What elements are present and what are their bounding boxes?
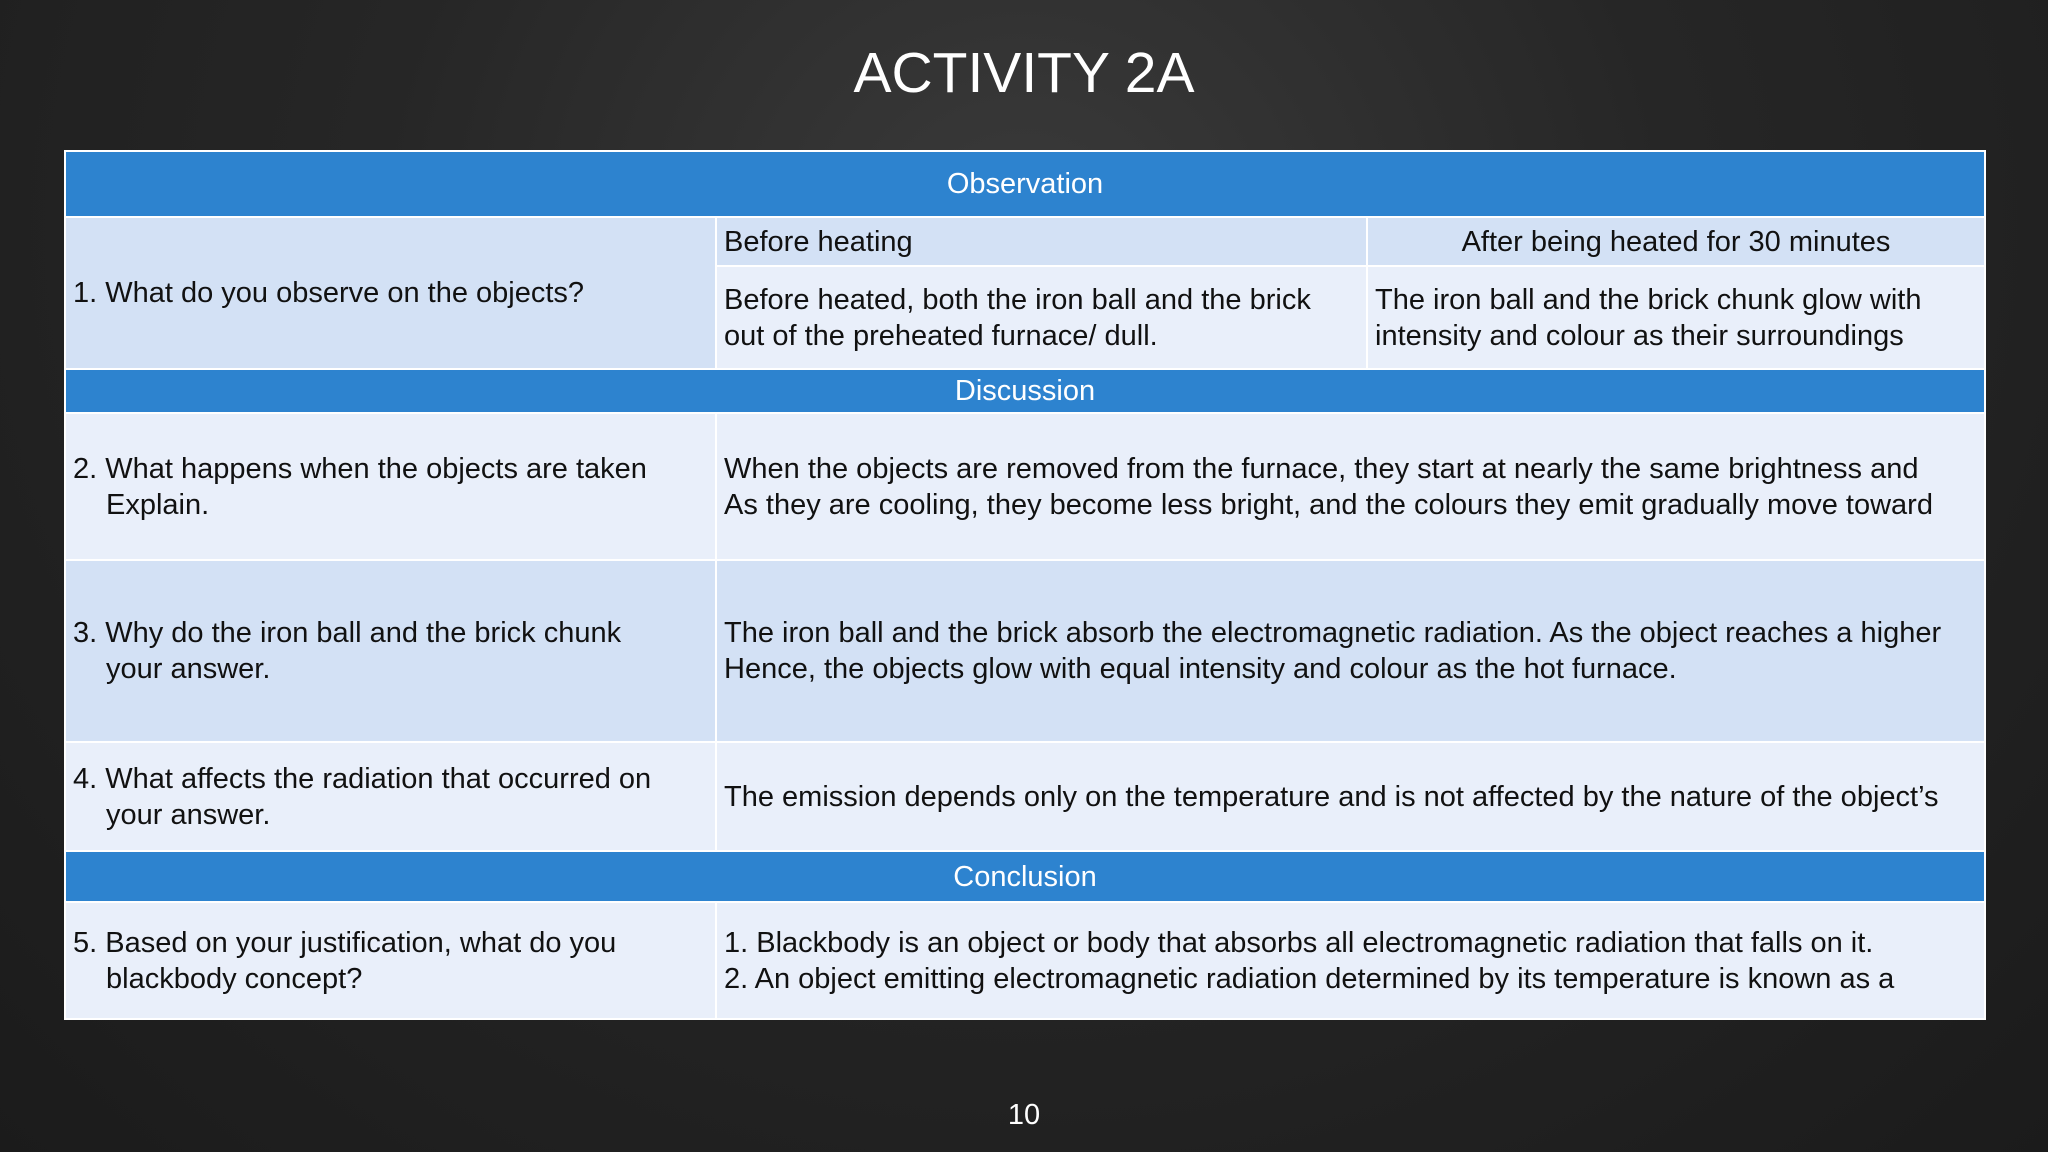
- question-2-cell: [65, 413, 716, 560]
- answer-5-line-2: 2. An object emitting electromagnetic radiation determined by its temperature is known as a: [724, 962, 1895, 995]
- question-4-cell: [65, 742, 716, 851]
- activity-table: [64, 150, 1986, 1020]
- question-2-line-1: 2. What happens when the objects are taken: [73, 452, 647, 485]
- question-3-cell: [65, 560, 716, 742]
- question-5-line-1: 5. Based on your justification, what do you: [73, 926, 617, 959]
- after-answer-line-1: The iron ball and the brick chunk glow with: [1375, 283, 1922, 316]
- answer-5-line-1: 1. Blackbody is an object or body that absorbs all electromagnetic radiation that falls on it.: [724, 926, 1874, 959]
- before-answer-line-2: out of the preheated furnace/ dull.: [724, 319, 1158, 352]
- conclusion-header: Conclusion: [65, 851, 1985, 902]
- before-heating-label: Before heating: [716, 217, 1367, 266]
- slide-title: ACTIVITY 2A: [853, 41, 1195, 105]
- after-heating-label: After being heated for 30 minutes: [1367, 217, 1985, 266]
- after-heating-answer: [1367, 266, 1985, 369]
- answer-5-cell: [716, 902, 1985, 1019]
- question-3-line-2: your answer.: [106, 653, 271, 685]
- question-5-line-2: blackbody concept?: [106, 962, 363, 995]
- answer-3-line-1: The iron ball and the brick absorb the electromagnetic radiation. As the object reaches a higher: [724, 617, 1942, 649]
- answer-4-cell: [716, 742, 1985, 851]
- after-answer-line-2: intensity and colour as their surroundings: [1375, 319, 1904, 352]
- question-1-cell: [65, 217, 716, 369]
- answer-2-line-2: As they are cooling, they become less bright, and the colours they emit gradually move toward: [724, 488, 1933, 521]
- question-3-line-1: 3. Why do the iron ball and the brick chunk: [73, 617, 622, 649]
- before-heating-answer: [716, 266, 1367, 369]
- question-5-cell: [65, 902, 716, 1019]
- discussion-header: Discussion: [65, 369, 1985, 413]
- answer-2-line-1: When the objects are removed from the furnace, they start at nearly the same brightness and: [724, 452, 1919, 485]
- question-2-line-2: Explain.: [106, 488, 210, 521]
- answer-3-line-2: Hence, the objects glow with equal intensity and colour as the hot furnace.: [724, 653, 1677, 685]
- answer-4-line-1: The emission depends only on the temperature and is not affected by the nature of the object’s: [724, 780, 1939, 813]
- page-number: 10: [1007, 1099, 1041, 1131]
- question-4-line-1: 4. What affects the radiation that occurred on: [73, 762, 652, 795]
- answer-3-cell: [716, 560, 1985, 742]
- answer-2-cell: [716, 413, 1985, 560]
- observation-header: Observation: [65, 151, 1985, 217]
- before-answer-line-1: Before heated, both the iron ball and the brick: [724, 283, 1311, 316]
- question-1-text: 1. What do you observe on the objects?: [73, 277, 585, 309]
- question-4-line-2: your answer.: [106, 798, 271, 831]
